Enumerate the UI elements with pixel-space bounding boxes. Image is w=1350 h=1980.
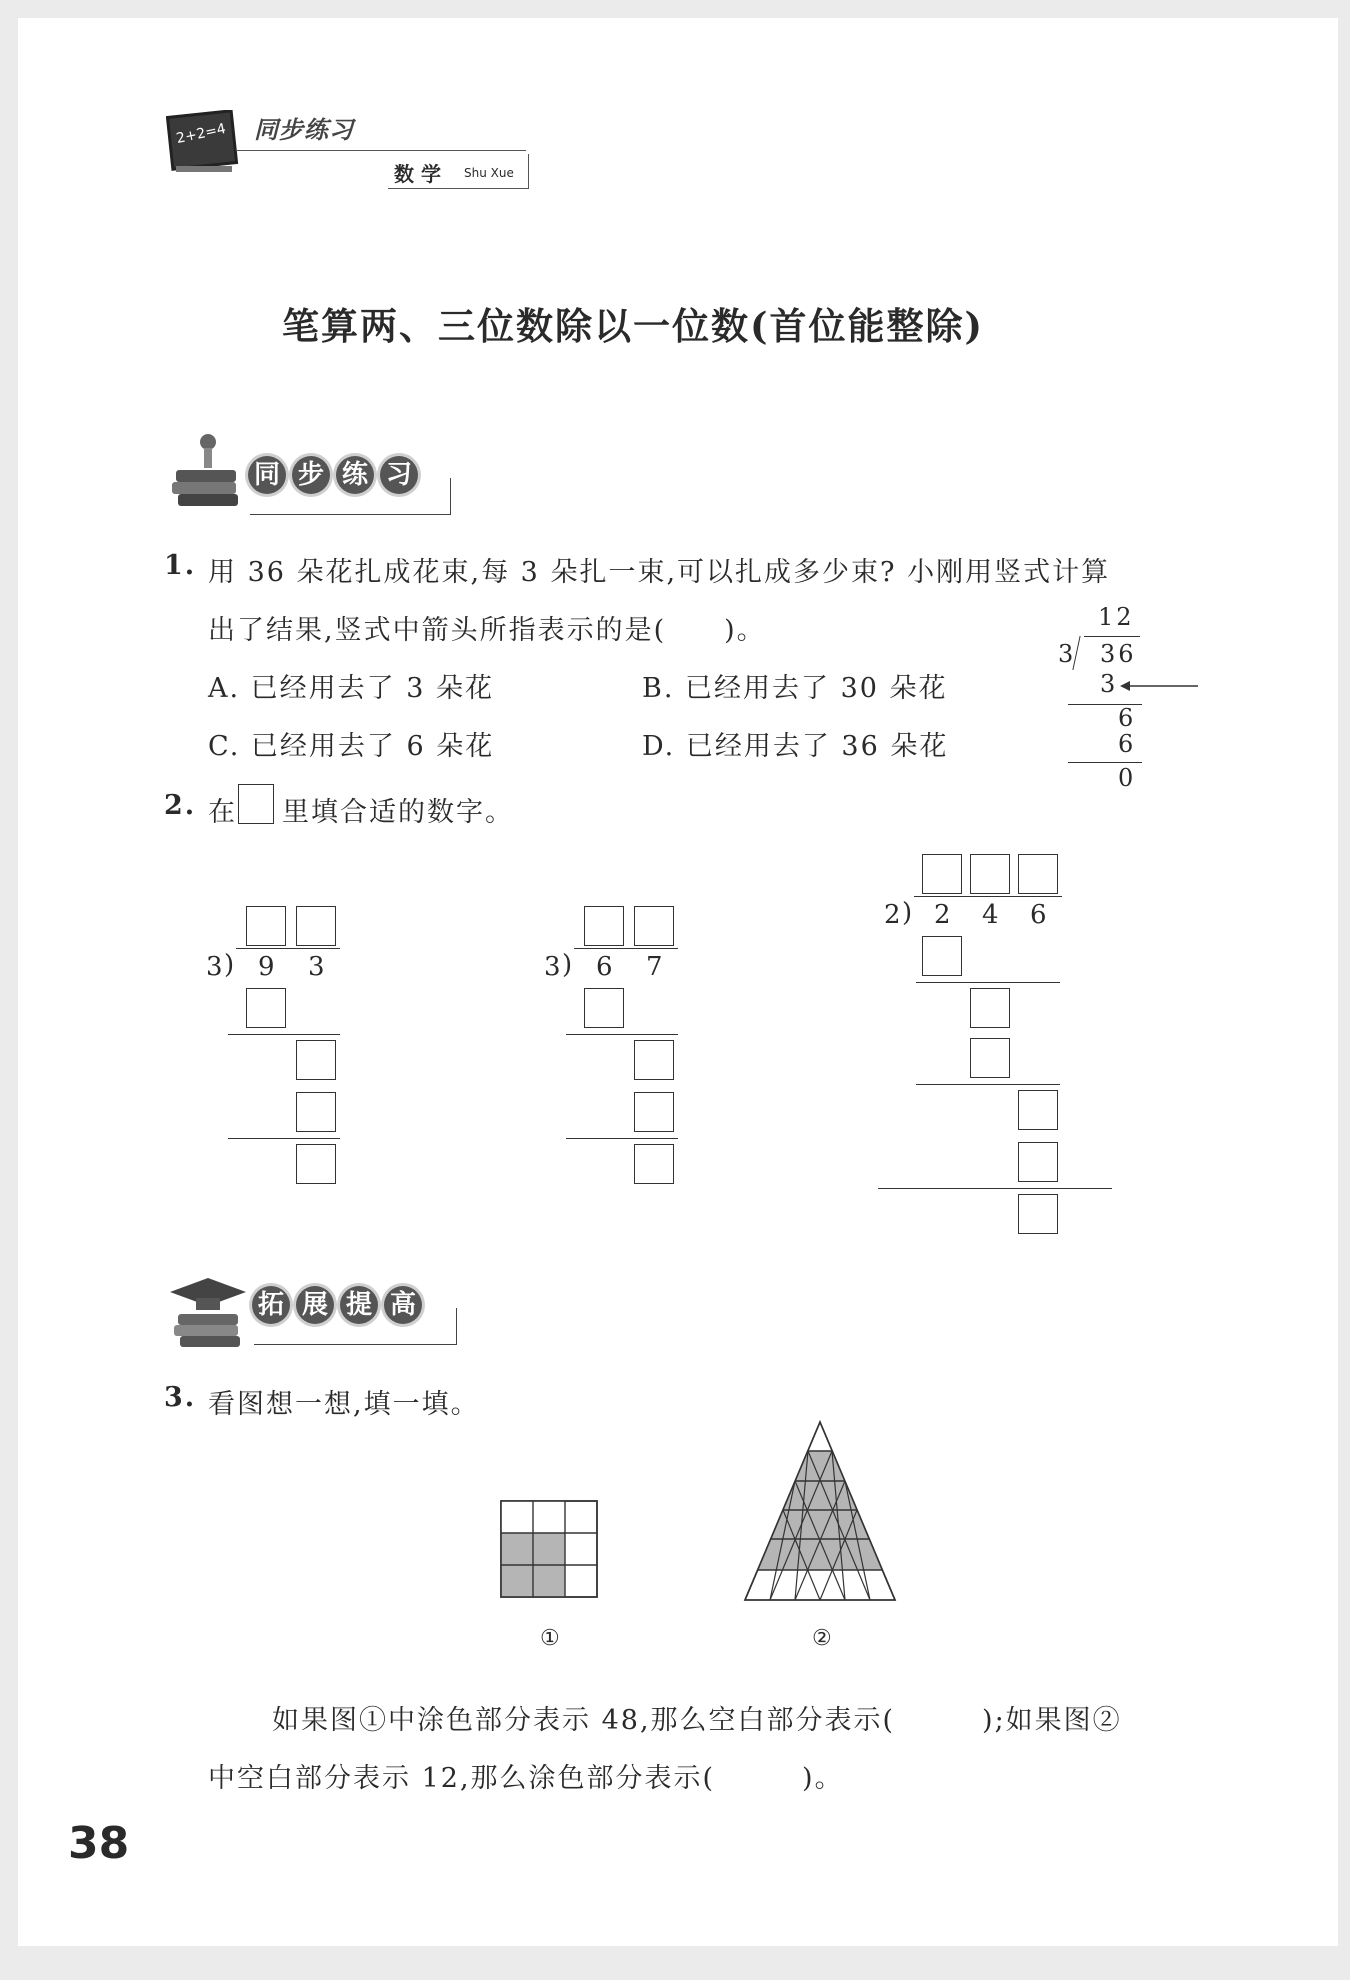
q1-divisor: 3 bbox=[1058, 640, 1074, 668]
answer-box[interactable] bbox=[584, 988, 624, 1028]
d3-rule2 bbox=[916, 1084, 1060, 1085]
q3-number: 3. bbox=[164, 1382, 197, 1413]
answer-box[interactable] bbox=[246, 906, 286, 946]
header-box-line bbox=[388, 154, 529, 189]
sample-answer-box bbox=[238, 784, 274, 824]
answer-box[interactable] bbox=[584, 906, 624, 946]
answer-box[interactable] bbox=[246, 988, 286, 1028]
d3-rule1 bbox=[916, 982, 1060, 983]
d2-rule1 bbox=[566, 1034, 678, 1035]
banner-char: 习 bbox=[380, 456, 418, 494]
d3-digit3: 6 bbox=[1030, 900, 1047, 930]
workbook-page bbox=[18, 18, 1338, 1946]
board-text: 2+2=4 bbox=[174, 120, 228, 148]
page-title: 笔算两、三位数除以一位数(首位能整除) bbox=[282, 304, 985, 348]
d3-bracket: ) bbox=[902, 898, 913, 928]
q1-bracket bbox=[1072, 636, 1092, 670]
q2-number: 2. bbox=[164, 790, 197, 821]
q1-number: 1. bbox=[164, 550, 197, 581]
d1-rule2 bbox=[228, 1138, 340, 1139]
d3-rule3 bbox=[878, 1188, 1112, 1189]
figure-2-label: ② bbox=[812, 1626, 834, 1651]
q2-text-after: 里填合适的数字。 bbox=[282, 797, 514, 828]
q1-step2a: 6 bbox=[1118, 704, 1134, 732]
q1-option-b[interactable]: B. 已经用去了 30 朵花 bbox=[642, 673, 948, 704]
answer-box[interactable] bbox=[970, 854, 1010, 894]
d2-bracket: ) bbox=[562, 950, 573, 980]
banner-underline bbox=[250, 478, 451, 515]
banner-char: 步 bbox=[292, 456, 330, 494]
figure-1-grid bbox=[500, 1500, 600, 1604]
d3-divisor: 2 bbox=[884, 900, 901, 930]
d2-divisor: 3 bbox=[544, 952, 561, 982]
answer-box[interactable] bbox=[922, 854, 962, 894]
q1-step2b: 6 bbox=[1118, 730, 1134, 758]
figure-2-triangle bbox=[740, 1418, 900, 1606]
q1-rule2 bbox=[1068, 762, 1142, 763]
answer-box[interactable] bbox=[1018, 1090, 1058, 1130]
header-underline bbox=[236, 150, 526, 151]
banner-char: 高 bbox=[384, 1286, 422, 1324]
d1-rule1 bbox=[228, 1034, 340, 1035]
blackboard-icon bbox=[166, 110, 236, 170]
q1-step1: 3 bbox=[1100, 670, 1116, 698]
answer-box[interactable] bbox=[634, 1040, 674, 1080]
d2-digit2: 7 bbox=[646, 952, 663, 982]
answer-box[interactable] bbox=[970, 988, 1010, 1028]
banner-underline bbox=[254, 1308, 457, 1345]
answer-box[interactable] bbox=[634, 906, 674, 946]
figure-1-label: ① bbox=[540, 1626, 562, 1651]
answer-box[interactable] bbox=[296, 1040, 336, 1080]
q1-remainder: 0 bbox=[1118, 764, 1134, 792]
answer-box[interactable] bbox=[634, 1144, 674, 1184]
header-series: 同步练习 bbox=[254, 116, 354, 144]
q1-line1: 用 36 朵花扎成花束,每 3 朵扎一束,可以扎成多少束? 小刚用竖式计算 bbox=[208, 557, 1111, 588]
answer-box[interactable] bbox=[1018, 1142, 1058, 1182]
d1-bracket: ) bbox=[224, 950, 235, 980]
header-subject: 数 学 bbox=[394, 162, 441, 186]
d2-digit1: 6 bbox=[596, 952, 613, 982]
answer-box[interactable] bbox=[296, 906, 336, 946]
d2-bar bbox=[574, 948, 678, 949]
q1-option-a[interactable]: A. 已经用去了 3 朵花 bbox=[208, 673, 495, 704]
books-cap-icon bbox=[166, 1274, 250, 1354]
answer-box[interactable] bbox=[922, 936, 962, 976]
q2-text-before: 在 bbox=[208, 797, 237, 828]
d1-digit1: 9 bbox=[258, 952, 275, 982]
q1-option-c[interactable]: C. 已经用去了 6 朵花 bbox=[208, 731, 495, 762]
banner-char: 提 bbox=[340, 1286, 378, 1324]
header-pinyin: Shu Xue bbox=[464, 166, 514, 180]
d3-bar bbox=[914, 896, 1062, 897]
d1-digit2: 3 bbox=[308, 952, 325, 982]
d1-bar bbox=[236, 948, 340, 949]
q1-quotient: 12 bbox=[1098, 603, 1135, 631]
q1-option-d[interactable]: D. 已经用去了 36 朵花 bbox=[642, 731, 949, 762]
d3-digit1: 2 bbox=[934, 900, 951, 930]
answer-box[interactable] bbox=[634, 1092, 674, 1132]
banner-char: 拓 bbox=[252, 1286, 290, 1324]
q3-line2: 中空白部分表示 12,那么涂色部分表示( )。 bbox=[208, 1763, 844, 1794]
q3-line1: 如果图①中涂色部分表示 48,那么空白部分表示( );如果图② bbox=[272, 1705, 1122, 1736]
d2-rule2 bbox=[566, 1138, 678, 1139]
books-lamp-icon bbox=[166, 428, 246, 514]
answer-box[interactable] bbox=[1018, 854, 1058, 894]
q1-line2: 出了结果,竖式中箭头所指表示的是( )。 bbox=[208, 615, 766, 646]
d3-digit2: 4 bbox=[982, 900, 999, 930]
banner-char: 同 bbox=[248, 456, 286, 494]
banner-char: 练 bbox=[336, 456, 374, 494]
page-number: 38 bbox=[68, 1818, 130, 1869]
arrow-icon bbox=[1120, 676, 1200, 696]
q3-text: 看图想一想,填一填。 bbox=[208, 1389, 480, 1420]
banner-char: 展 bbox=[296, 1286, 334, 1324]
q1-bar bbox=[1084, 636, 1140, 637]
answer-box[interactable] bbox=[296, 1092, 336, 1132]
q1-dividend: 36 bbox=[1100, 640, 1137, 668]
answer-box[interactable] bbox=[296, 1144, 336, 1184]
answer-box[interactable] bbox=[970, 1038, 1010, 1078]
answer-box[interactable] bbox=[1018, 1194, 1058, 1234]
d1-divisor: 3 bbox=[206, 952, 223, 982]
